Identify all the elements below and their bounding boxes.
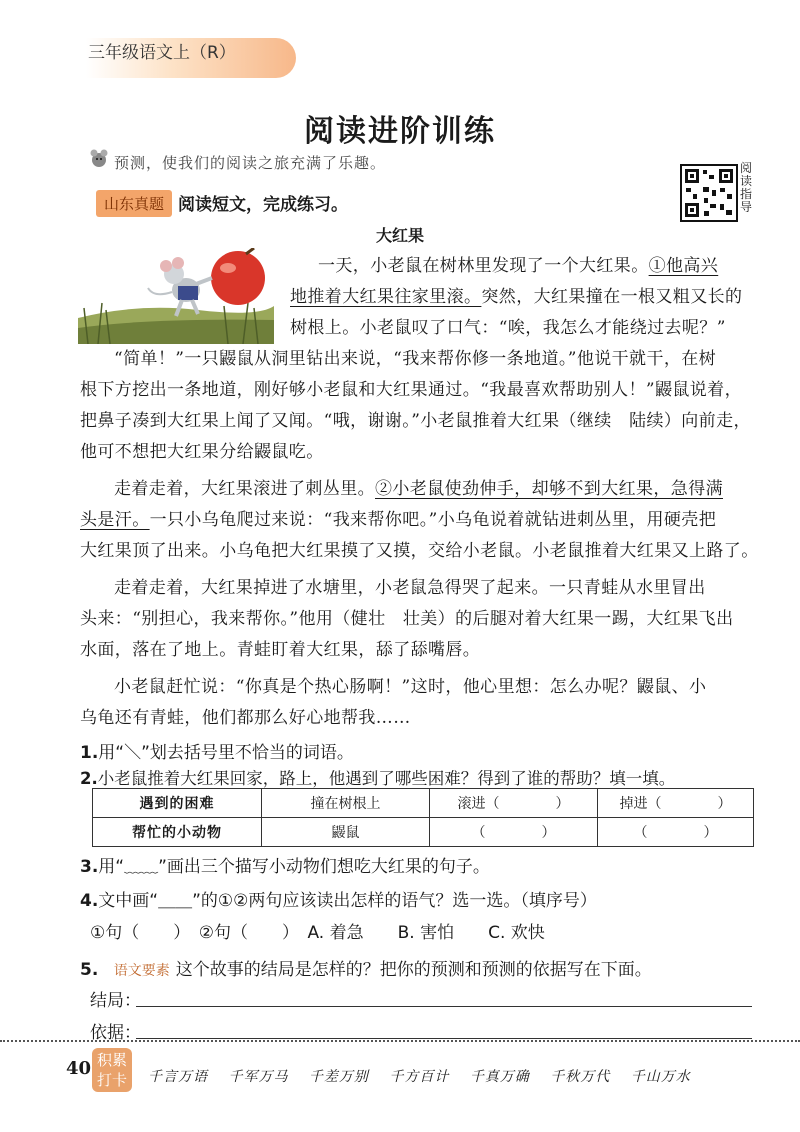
story-title: 大红果 — [375, 226, 424, 245]
question-4: 4.文中画“＿＿”的①②两句应该读出怎样的语气？选一选。（填序号） — [80, 891, 597, 911]
table-row — [93, 818, 754, 847]
page-title: 阅读进阶训练 — [304, 114, 496, 149]
footer-divider — [0, 1040, 800, 1042]
table-cell: 鼹鼠 — [262, 818, 430, 847]
story-line: 一天，小老鼠在树林里发现了一个大红果。①他高兴 — [318, 256, 719, 276]
story-line: 走着走着，大红果掉进了水塘里，小老鼠急得哭了起来。一只青蛙从水里冒出 — [114, 578, 706, 598]
story-line: 小老鼠赶忙说：“你真是个热心肠啊！”这时，他心里想：怎么办呢？鼹鼠、小 — [114, 677, 707, 697]
help-table — [92, 788, 754, 847]
idiom: 千差万别 — [308, 1069, 369, 1085]
idiom: 千言万语 — [148, 1069, 208, 1085]
table-cell-blank[interactable]: 滚进（ ） — [430, 789, 598, 818]
accumulate-badge: 积累 打卡 — [92, 1048, 132, 1092]
question-2: 2.小老鼠推着大红果回家，路上，他遇到了哪些困难？得到了谁的帮助？填一填。 — [80, 769, 676, 788]
mouse-pushing-fruit-illustration — [78, 248, 274, 344]
question-5: 5. 语文要素 这个故事的结局是怎样的？把你的预测和预测的依据写在下面。 — [80, 960, 652, 980]
skill-tag: 语文要素 — [113, 963, 170, 979]
qr-label: 阅读指导 — [740, 161, 753, 214]
story-line: “简单！”一只鼹鼠从洞里钻出来说，“我来帮你修一条地道。”他说干就干，在树 — [114, 349, 717, 369]
basis-answer-line[interactable] — [136, 1038, 752, 1039]
story-line: 乌龟还有青蛙，他们都那么好心地帮我…… — [80, 708, 411, 728]
idiom: 千秋万代 — [550, 1069, 611, 1085]
table-cell-blank[interactable]: （ ） — [430, 818, 598, 847]
qr-code-icon[interactable] — [680, 164, 738, 222]
story-line: 水面，落在了地上。青蛙盯着大红果，舔了舔嘴唇。 — [80, 640, 481, 660]
idiom: 千真万确 — [469, 1069, 530, 1085]
idiom: 千方百计 — [389, 1069, 450, 1085]
table-header-cell: 帮忙的小动物 — [93, 818, 262, 847]
table-cell-blank[interactable]: 掉进（ ） — [598, 789, 754, 818]
question-3: 3.用“﹏﹏”画出三个描写小动物们想吃大红果的句子。 — [80, 857, 490, 877]
story-line: 头来：“别担心，我来帮你。”他用（健壮 壮美）的后腿对着大红果一踢，大红果飞出 — [80, 609, 734, 629]
story-line: 走着走着，大红果滚进了刺丛里。②小老鼠使劲伸手，却够不到大红果，急得满 — [114, 479, 723, 499]
table-cell: 撞在树根上 — [262, 789, 430, 818]
mouse-icon — [88, 147, 110, 169]
ending-label: 结局： — [90, 991, 141, 1011]
question-4-options[interactable]: ①句（ ） ②句（ ） A. 着急 B. 害怕 C. 欢快 — [90, 923, 545, 943]
idiom-list — [148, 1066, 706, 1086]
task-instruction: 阅读短文，完成练习。 — [178, 195, 348, 215]
story-line: 大红果顶了出来。小乌龟把大红果摸了又摸，交给小老鼠。小老鼠推着大红果又上路了。 — [80, 541, 759, 561]
idiom: 千山万水 — [630, 1069, 691, 1085]
table-header-cell: 遇到的困难 — [93, 789, 262, 818]
table-cell-blank[interactable]: （ ） — [598, 818, 754, 847]
page-number: 40 — [66, 1058, 92, 1079]
book-label: 三年级语文上（R） — [88, 43, 236, 63]
story-line: 树根上。小老鼠叹了口气：“唉，我怎么才能绕过去呢？” — [290, 318, 726, 338]
question-1: 1.用“＼”划去括号里不恰当的词语。 — [80, 743, 354, 763]
tip-text: 预测，使我们的阅读之旅充满了乐趣。 — [114, 154, 387, 172]
story-line: 把鼻子凑到大红果上闻了又闻。“哦，谢谢。”小老鼠推着大红果（继续 陆续）向前走， — [80, 411, 751, 431]
story-line: 根下方挖出一条地道，刚好够小老鼠和大红果通过。“我最喜欢帮助别人！”鼹鼠说着， — [80, 380, 742, 400]
basis-label: 依据： — [90, 1023, 141, 1043]
source-tag: 山东真题 — [96, 190, 172, 217]
story-line: 地推着大红果往家里滚。突然，大红果撞在一根又粗又长的 — [290, 287, 743, 307]
story-line: 头是汗。一只小乌龟爬过来说：“我来帮你吧。”小乌龟说着就钻进刺丛里，用硬壳把 — [80, 510, 717, 530]
ending-answer-line[interactable] — [136, 1006, 752, 1007]
idiom: 千军万马 — [228, 1069, 289, 1085]
table-row — [93, 789, 754, 818]
story-line: 他可不想把大红果分给鼹鼠吃。 — [80, 442, 324, 462]
